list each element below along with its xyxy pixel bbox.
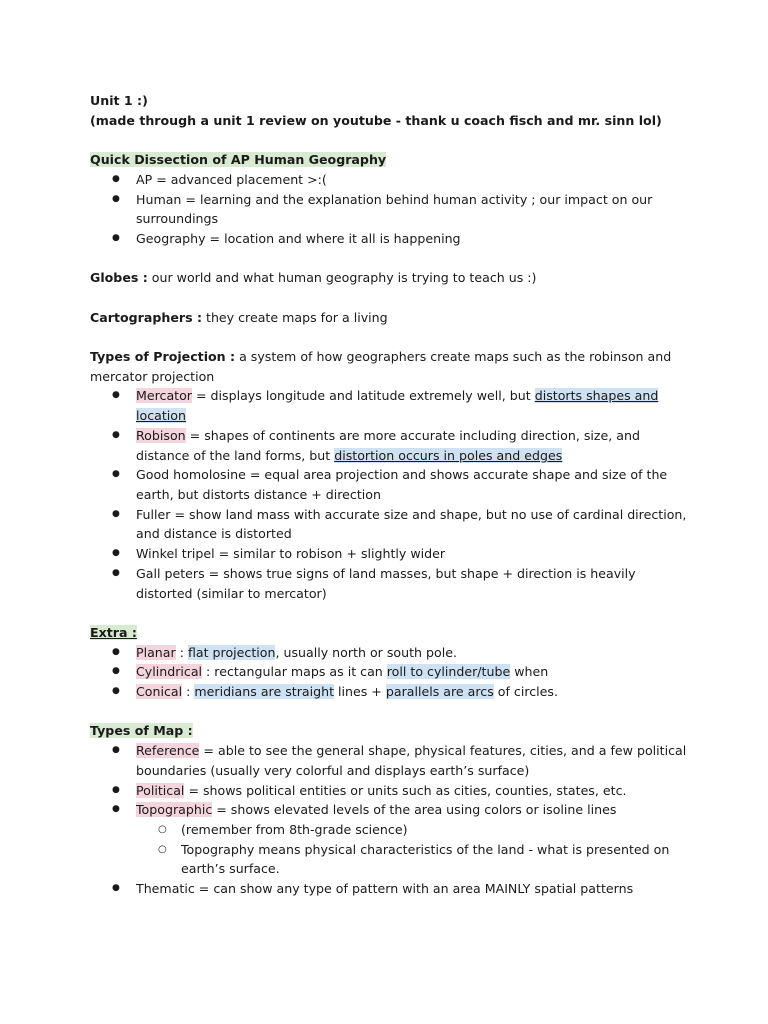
- list-item-political: ● Political = shows political entities or units such as cities, counties, states, etc.: [90, 781, 690, 801]
- maps-list-continued: [90, 879, 690, 899]
- maps-heading: Types of Map :: [90, 723, 193, 739]
- list-item: ● AP = advanced placement >:(: [90, 170, 690, 190]
- cartographers-definition: Cartographers : they create maps for a living: [90, 309, 388, 325]
- maps-list: [90, 741, 690, 820]
- list-item: ● Fuller = show land mass with accurate size and shape, but no use of cardinal direction, and distance is distorted: [90, 505, 690, 544]
- list-item-cylindrical: ● Cylindrical : rectangular maps as it can roll to cylinder/tube when: [90, 662, 690, 682]
- list-item: ● Gall peters = shows true signs of land masses, but shape + direction is heavily distorted (similar to mercator): [90, 564, 690, 603]
- list-item: ● Human = learning and the explanation behind human activity ; our impact on our surroundings: [90, 190, 690, 229]
- page-subtitle: (made through a unit 1 review on youtube - thank u coach fisch and mr. sinn lol): [90, 112, 662, 128]
- list-item-reference: ● Reference = able to see the general shape, physical features, cities, and a few political boundaries (usually very colorful and displays earth’s surface): [90, 741, 690, 780]
- extra-heading: Extra :: [90, 624, 137, 640]
- list-item: ● Winkel tripel = similar to robison + slightly wider: [90, 544, 690, 564]
- sub-list-item: ○ (remember from 8th-grade science): [90, 820, 690, 840]
- list-item-planar: ● Planar : flat projection, usually north or south pole.: [90, 643, 690, 663]
- topographic-sublist: [90, 820, 690, 879]
- globes-definition: Globes : our world and what human geography is trying to teach us :): [90, 270, 537, 286]
- document-body: [90, 91, 690, 899]
- list-item-conical: ● Conical : meridians are straight lines + parallels are arcs of circles.: [90, 682, 690, 702]
- page-title: Unit 1 :): [90, 93, 148, 108]
- dissection-heading: Quick Dissection of AP Human Geography: [90, 152, 387, 168]
- projection-definition: Types of Projection : a system of how geographers create maps such as the robinson and mercator projection: [90, 349, 672, 384]
- list-item-thematic: ● Thematic = can show any type of pattern with an area MAINLY spatial patterns: [90, 879, 690, 899]
- list-item-mercator: ● Mercator = displays longitude and latitude extremely well, but distorts shapes and location: [90, 386, 690, 425]
- list-item-topographic: ● Topographic = shows elevated levels of the area using colors or isoline lines: [90, 800, 690, 820]
- list-item: ● Good homolosine = equal area projection and shows accurate shape and size of the earth, but distorts distance + direction: [90, 465, 690, 504]
- sub-list-item: ○ Topography means physical characteristics of the land - what is presented on earth’s surface.: [90, 840, 690, 879]
- list-item-robison: ● Robison = shapes of continents are more accurate including direction, size, and distance of the land forms, but distortion occurs in poles and edges: [90, 426, 690, 465]
- extra-list: [90, 643, 690, 702]
- list-item: ● Geography = location and where it all is happening: [90, 229, 690, 249]
- dissection-list: [90, 170, 690, 249]
- projection-list: [90, 386, 690, 603]
